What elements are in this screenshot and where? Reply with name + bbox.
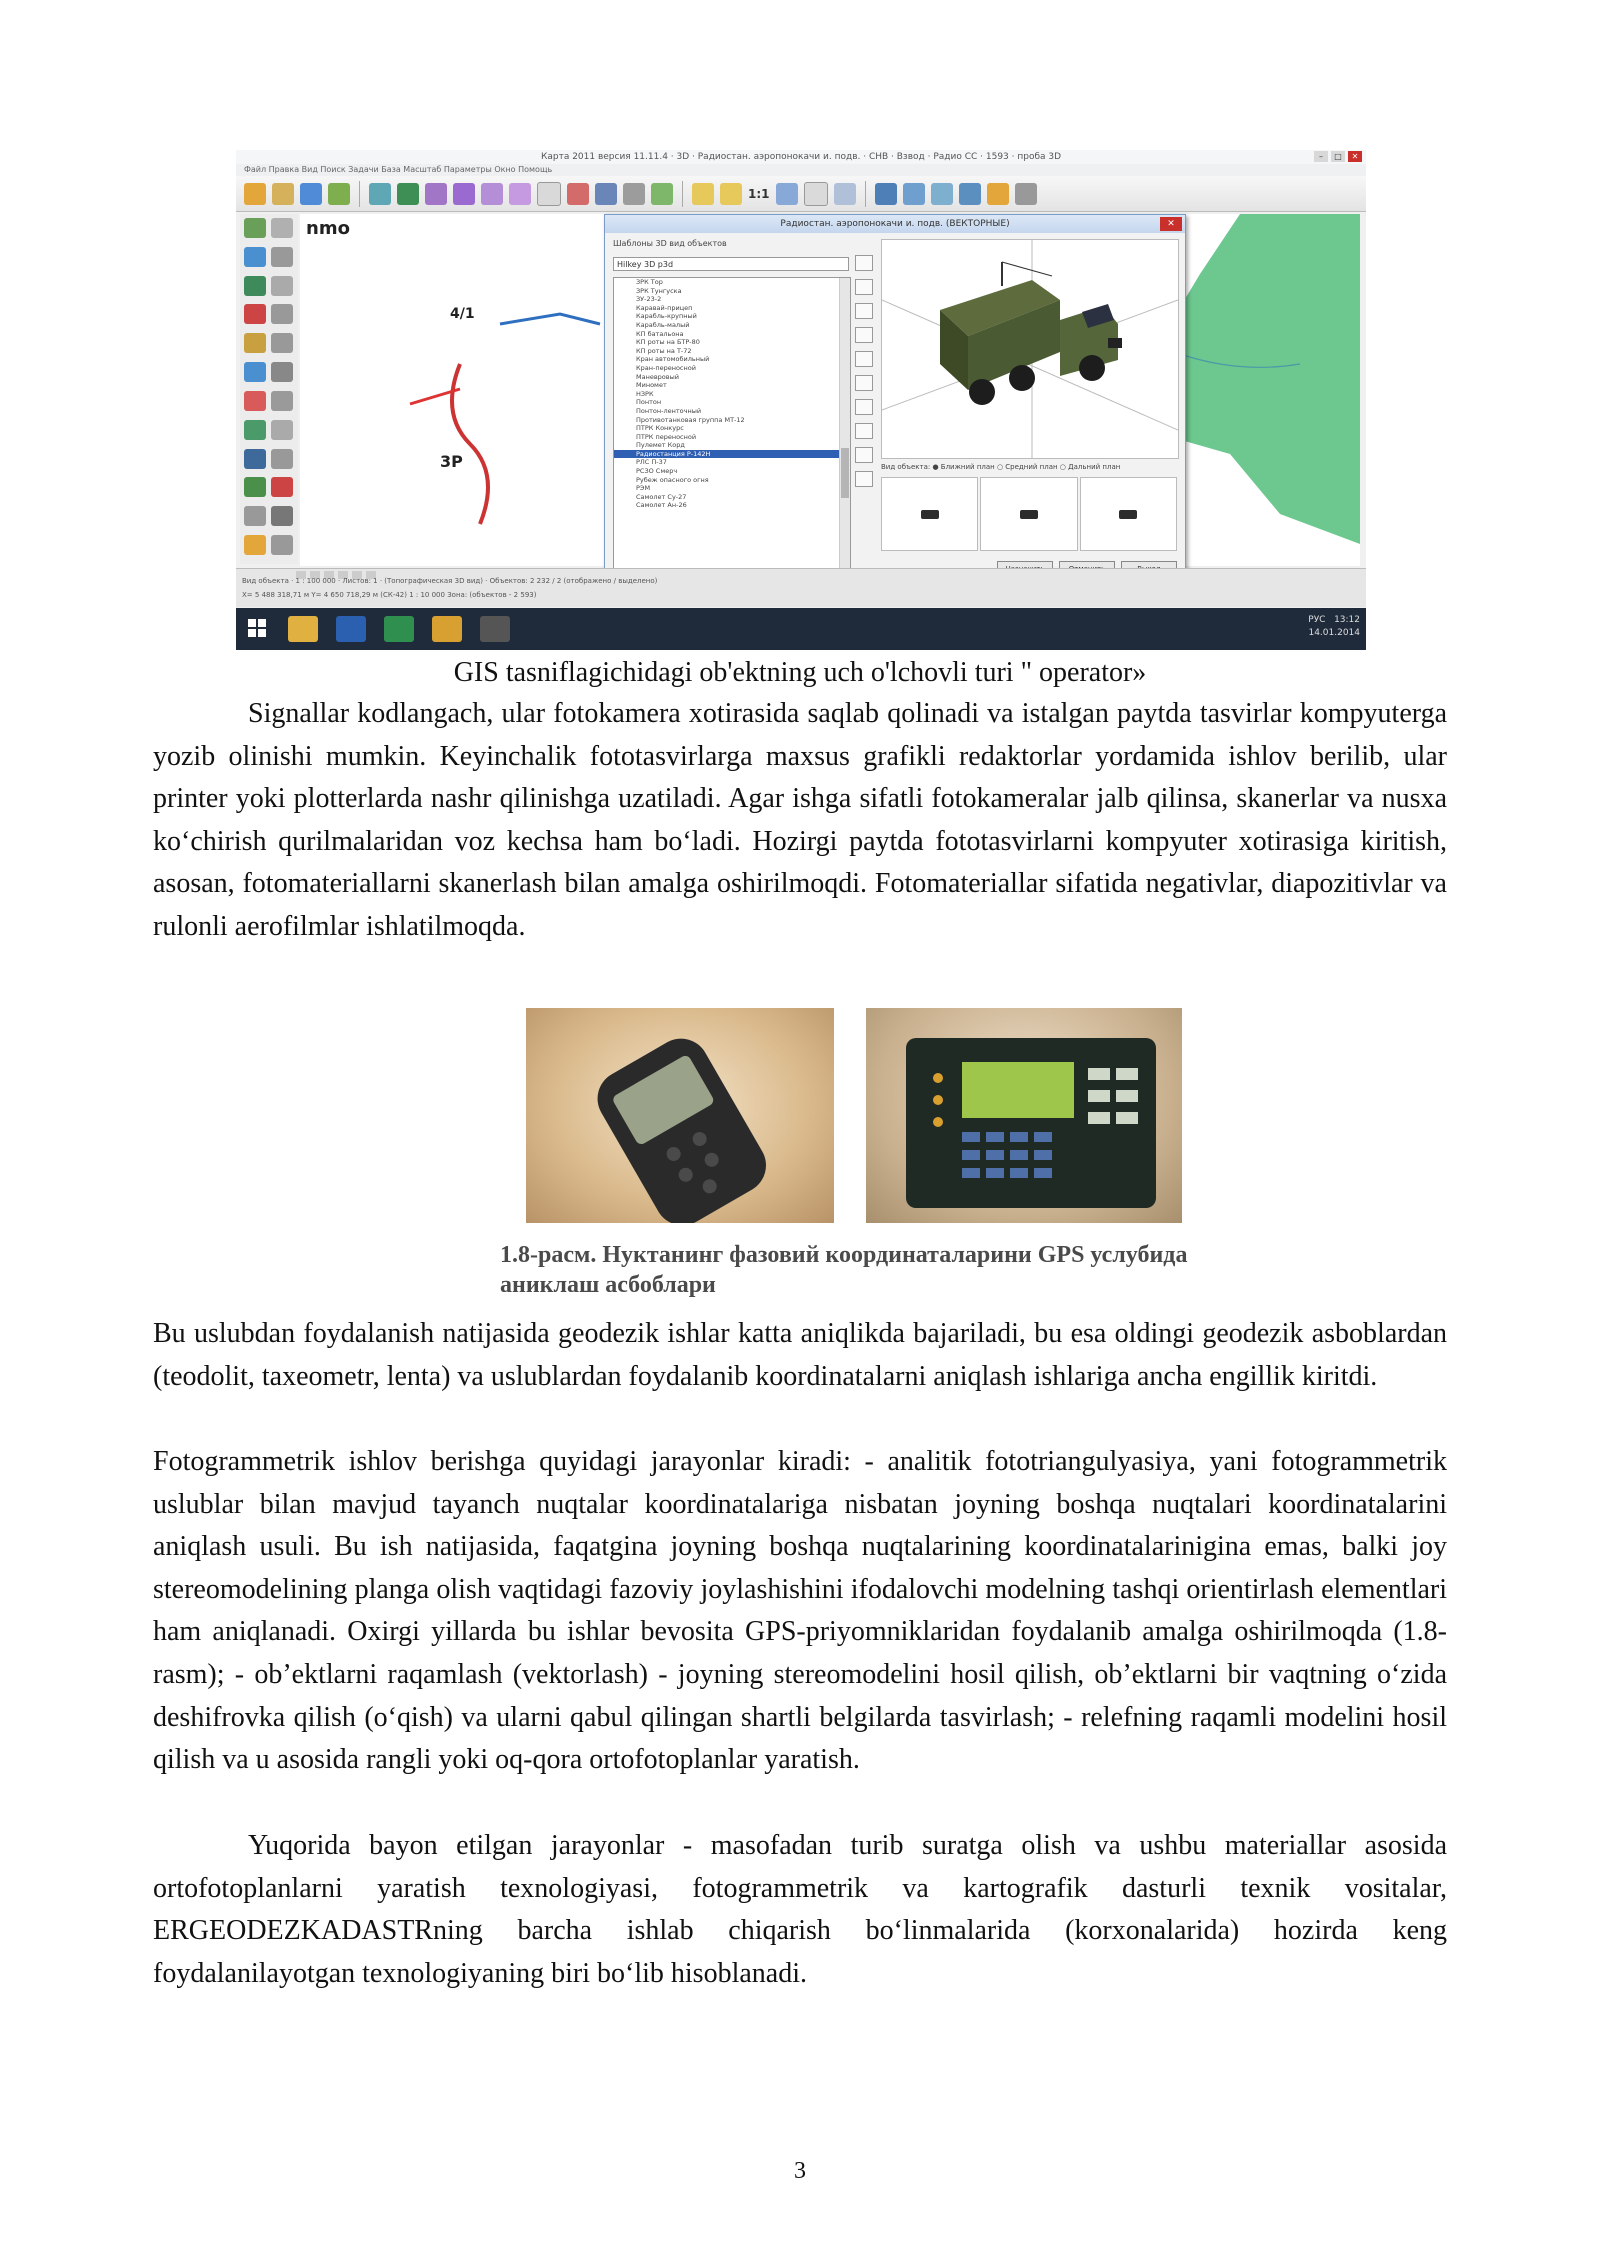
tool-layer-icon[interactable] bbox=[244, 449, 266, 469]
vehicle-thumb-icon bbox=[1020, 510, 1038, 519]
app-title-bar: Карта 2011 версия 11.11.4 · 3D · Радиостан. аэропонокачи и. подв. · СНВ · Взвод · Радио CC · 1593 · проба 3D bbox=[236, 150, 1366, 164]
folder-icon[interactable] bbox=[272, 183, 294, 205]
window-maximize-icon[interactable]: □ bbox=[1331, 151, 1345, 162]
windows-start-icon[interactable] bbox=[248, 619, 266, 637]
gps-handheld-icon bbox=[526, 1008, 834, 1223]
brush-icon[interactable] bbox=[453, 183, 475, 205]
import-icon[interactable] bbox=[931, 183, 953, 205]
tree-item[interactable]: Самолет Су-27 bbox=[636, 492, 687, 501]
export-icon[interactable] bbox=[903, 183, 925, 205]
gps-receiver-icon bbox=[866, 1008, 1182, 1223]
measure-icon[interactable] bbox=[623, 183, 645, 205]
tree-item[interactable]: Кран автомобильный bbox=[636, 355, 710, 364]
tree-item[interactable]: ПТРК переносной bbox=[636, 432, 697, 441]
toolbar-separator bbox=[865, 181, 866, 207]
lod-thumb-near[interactable] bbox=[881, 477, 978, 551]
preview-grid-icon[interactable] bbox=[855, 351, 873, 367]
tree-item[interactable]: Понтон bbox=[636, 398, 662, 407]
tool-flag-icon[interactable] bbox=[244, 304, 266, 324]
object-tree-list bbox=[614, 278, 850, 510]
table-icon[interactable] bbox=[369, 183, 391, 205]
tray-clock: 13:12 bbox=[1334, 615, 1360, 625]
model-preview[interactable] bbox=[881, 239, 1179, 459]
truck-3d-icon bbox=[882, 240, 1178, 458]
tool-stop-icon[interactable] bbox=[271, 477, 293, 497]
windows-taskbar bbox=[236, 608, 1366, 650]
gps-receiver-photo bbox=[866, 1008, 1182, 1223]
open-folder-icon[interactable] bbox=[244, 183, 266, 205]
tool-info-icon[interactable] bbox=[271, 535, 293, 555]
delete-icon[interactable] bbox=[567, 183, 589, 205]
paragraph-1: Signallar kodlangach, ular fotokamera xotirasida saqlab qolinadi va istalgan paytda tasvirlar kompyuterga yozib olinishi mumkin. Keyinchalik fototasvirlarga maxsus grafikli redaktorlar yordamida ishlov berilib, ular printer yoki plotterlarda nashr qilinishga uzatiladi. Agar ishga sifatli fotokameralar jalb qilinsa, skanerlar va nusxa ko‘chirish qurilmalaridan voz kechsa ham bo‘ladi. Hozirgi paytda fototasvirlarni kompyuter xotirasiga kiritish, asosan, fotomateriallarni skanerlash bilan amalga oshirilmoqdi. Fotomateriallar sifatida negativlar, diapozitivlar va rulonli aerofilmlar ishlatilmoqda. bbox=[153, 698, 1447, 942]
pen-icon[interactable] bbox=[425, 183, 447, 205]
tree-item[interactable]: РЭМ bbox=[636, 484, 651, 493]
tree-item[interactable]: КП батальона bbox=[636, 329, 684, 338]
tool-text-icon[interactable] bbox=[271, 276, 293, 296]
toolbar-separator bbox=[359, 181, 360, 207]
map-red-line bbox=[452, 364, 488, 524]
tree-item[interactable]: Карабль-малый bbox=[636, 320, 690, 329]
preview-save-icon[interactable] bbox=[855, 471, 873, 487]
select-icon[interactable] bbox=[481, 183, 503, 205]
zoom-in-icon[interactable] bbox=[692, 183, 714, 205]
tool-target-icon[interactable] bbox=[271, 506, 293, 526]
tree-item[interactable]: Маневровый bbox=[636, 372, 679, 381]
gis-screenshot bbox=[236, 150, 1366, 650]
tray-date: 14.01.2014 bbox=[1308, 628, 1360, 638]
tool-arrow-icon[interactable] bbox=[271, 247, 293, 267]
save-icon[interactable] bbox=[300, 183, 322, 205]
map-label-mid: 4/1 bbox=[450, 306, 475, 322]
lod-thumb-far[interactable] bbox=[1080, 477, 1177, 551]
tree-item[interactable]: Рубеж опасного огня bbox=[636, 475, 709, 484]
preview-pan-icon[interactable] bbox=[855, 303, 873, 319]
word-taskbar-icon[interactable] bbox=[336, 616, 366, 642]
tree-item[interactable]: КП роты на БТР-80 bbox=[636, 338, 700, 347]
app-menu-bar[interactable]: Файл Правка Вид Поиск Задачи База Масштаб Параметры Окно Помощь bbox=[236, 164, 1366, 176]
tree-item[interactable]: РЛС П-37 bbox=[636, 458, 667, 467]
view-radio-group[interactable]: Вид объекта: ● Ближний план ○ Средний план ○ Дальний план bbox=[881, 463, 1121, 471]
tree-item[interactable]: Карабль-крупный bbox=[636, 312, 697, 321]
edit-icon[interactable] bbox=[509, 183, 531, 205]
tree-item[interactable]: Противотанковая группа МТ-12 bbox=[636, 415, 745, 424]
print-icon[interactable] bbox=[875, 183, 897, 205]
toolbar-separator bbox=[682, 181, 683, 207]
tool-polygon-icon[interactable] bbox=[244, 276, 266, 296]
tree-item[interactable]: НЗРК bbox=[636, 389, 654, 398]
tree-item[interactable]: ЗРК Тунгуска bbox=[636, 286, 682, 295]
paragraph-3: Fotogrammetrik ishlov berishga quyidagi jarayonlar kiradi: - analitik fototriangulyasiya, yani fotogrammetrik uslublar bilan mavjud tayanch nuqtalar koordinatalariga nisbatan joyning boshqa nuqtalari koordinatalarini aniqlash usuli. Bu ish natijasida, faqatgina joyning boshqa nuqtalarining koordinatalarinigina emas, balki joy stereomodelining planga olish vaqtidagi fazoviy joylashishini ifodalovchi modelning tashqi orientirlash elementlari ham aniqlanadi. Oxirgi yillarda bu ishlar bevosita GPS-priyomniklaridan foydalanib amalga oshirilmoqda (1.8-rasm); - ob’ektlarni raqamlash (vektorlash) - joyning stereomodelini hosil qilish, ob’ektlarni bir vaqtning o‘zida deshifrovka qilish (o‘qish) va ularni qabul qilingan shartli belgilarda tasvirlash; - relefning raqamli modelini hosil qilish va u asosida rangli yoki oq-qora ortofotoplanlar yaratish. bbox=[153, 1446, 1447, 1776]
tool-copy-icon[interactable] bbox=[271, 420, 293, 440]
tool-zone-icon[interactable] bbox=[244, 477, 266, 497]
tool-scale-icon[interactable] bbox=[271, 449, 293, 469]
tree-item[interactable]: Пулемет Корд bbox=[636, 441, 685, 450]
zoom-extent-icon[interactable] bbox=[776, 183, 798, 205]
preview-zoom-icon[interactable] bbox=[855, 279, 873, 295]
tray-language[interactable]: РУС bbox=[1308, 615, 1326, 625]
tool-measure-icon[interactable] bbox=[271, 304, 293, 324]
map-blue-line bbox=[500, 314, 600, 324]
tree-item[interactable]: ЗРК Тор bbox=[636, 278, 663, 286]
tools-icon[interactable] bbox=[1015, 183, 1037, 205]
tree-item[interactable]: КП роты на Т-72 bbox=[636, 346, 692, 355]
system-tray[interactable] bbox=[1308, 614, 1360, 640]
tool-marker-icon[interactable] bbox=[244, 391, 266, 411]
dialog-title: Радиостан. аэропонокачи и. подв. (ВЕКТОРНЫЕ) bbox=[605, 215, 1185, 233]
tree-item[interactable]: Миномет bbox=[636, 381, 667, 390]
figure-caption-2: 1.8-расм. Нуктанинг фазовий координаталарини GPS услубида аниклаш асбоблари bbox=[500, 1242, 1188, 1298]
preview-color-icon[interactable] bbox=[855, 423, 873, 439]
tree-item[interactable]: Понтон-ленточный bbox=[636, 406, 702, 415]
paragraph-2: Bu uslubdan foydalanish natijasida geodezik ishlar katta aniqlikda bajariladi, bu esa oldingi geodezik asboblardan (teodolit, taxeometr, lenta) va uslublardan foydalanib koordinatalarni aniqlash ishlariga ancha engillik kiritdi. bbox=[153, 1318, 1447, 1392]
preview-view-icon[interactable] bbox=[855, 399, 873, 415]
tree-scrollbar[interactable] bbox=[839, 278, 850, 574]
tree-item[interactable]: Самолет Ан-26 bbox=[636, 501, 687, 510]
left-tool-palette bbox=[240, 214, 298, 564]
status-area bbox=[236, 568, 1366, 607]
scale-readout[interactable]: 1:1 bbox=[748, 186, 770, 201]
tool-move-icon[interactable] bbox=[271, 362, 293, 382]
tree-item[interactable]: Радиостанция Р-142Н bbox=[614, 450, 850, 459]
status-line-1: Вид объекта · 1 : 100 000 · Листов: 1 · (Топографическая 3D вид) · Объектов: 2 232 / 2 (отображено / выделено) bbox=[242, 577, 658, 585]
terrain-icon[interactable] bbox=[651, 183, 673, 205]
gis-app-taskbar-icon[interactable] bbox=[480, 616, 510, 642]
window-minimize-icon[interactable]: – bbox=[1314, 151, 1328, 162]
close-icon[interactable]: ✕ bbox=[1160, 217, 1182, 231]
tree-item[interactable]: РСЗО Смерч bbox=[636, 467, 678, 476]
map-label-top: nmo bbox=[306, 218, 350, 239]
tool-folder-icon[interactable] bbox=[244, 535, 266, 555]
excel-taskbar-icon[interactable] bbox=[384, 616, 414, 642]
tree-item[interactable]: ЗУ-23-2 bbox=[636, 295, 662, 304]
preview-reset-icon[interactable] bbox=[855, 375, 873, 391]
list-icon[interactable] bbox=[595, 183, 617, 205]
toolbox-icon[interactable] bbox=[987, 183, 1009, 205]
main-toolbar bbox=[236, 176, 1366, 212]
tool-route-icon[interactable] bbox=[244, 362, 266, 382]
status-line-2: X= 5 488 318,71 м Y= 4 650 718,29 м (СК-42) 1 : 10 000 Зона: (объектов - 2 593) bbox=[242, 591, 537, 599]
tree-item[interactable]: Каравай-прицеп bbox=[636, 303, 693, 312]
tree-scrollbar-thumb[interactable] bbox=[841, 448, 849, 498]
tool-cross-icon[interactable] bbox=[271, 333, 293, 353]
paragraph-4: Yuqorida bayon etilgan jarayonlar - masofadan turib suratga olish va ushbu materiallar asosida ortofotoplanlarni yaratish texnologiyasi, fotogrammetrik va kartografik dasturli texnik vositalar, ERGEODEZKADASTRning barcha ishlab chiqarish bo‘linmalarida (korxonalarida) hozirda keng foydalanilayotgan texnologiyaning biri bo‘lib hisoblanadi. bbox=[153, 1830, 1447, 1989]
window-close-icon[interactable]: ✕ bbox=[1348, 151, 1362, 162]
figure-caption-1: GIS tasniflagichidagi ob'ektning uch o'lchovli turi " operator» bbox=[453, 657, 1147, 688]
object-3d-dialog bbox=[604, 214, 1186, 584]
rectangle-icon[interactable] bbox=[537, 182, 561, 206]
tool-point-icon[interactable] bbox=[244, 247, 266, 267]
grid-icon[interactable] bbox=[397, 183, 419, 205]
preview-texture-icon[interactable] bbox=[855, 447, 873, 463]
lod-thumbnails bbox=[881, 477, 1177, 551]
chrome-taskbar-icon[interactable] bbox=[432, 616, 462, 642]
tree-item[interactable]: Кран-переносной bbox=[636, 363, 696, 372]
zoom-out-icon[interactable] bbox=[720, 183, 742, 205]
page-number: 3 bbox=[794, 2158, 806, 2184]
lod-thumb-mid[interactable] bbox=[980, 477, 1077, 551]
gps-handheld-photo bbox=[526, 1008, 834, 1223]
preview-rotate-icon[interactable] bbox=[855, 255, 873, 271]
preview-tool-column bbox=[855, 255, 875, 487]
tool-grid-icon[interactable] bbox=[244, 506, 266, 526]
tool-rotate-icon[interactable] bbox=[271, 391, 293, 411]
tool-symbol-icon[interactable] bbox=[244, 333, 266, 353]
tool-tree-icon[interactable] bbox=[244, 420, 266, 440]
settings-icon[interactable] bbox=[959, 183, 981, 205]
check-icon[interactable] bbox=[804, 182, 828, 206]
map-label-low: 3P bbox=[440, 452, 463, 471]
explorer-taskbar-icon[interactable] bbox=[288, 616, 318, 642]
window-controls bbox=[1314, 151, 1362, 163]
template-combo[interactable]: Hilkey 3D p3d bbox=[613, 257, 849, 271]
preview-light-icon[interactable] bbox=[855, 327, 873, 343]
vehicle-thumb-icon bbox=[921, 510, 939, 519]
tree-item[interactable]: ПТРК Конкурс bbox=[636, 424, 684, 433]
tool-line-icon[interactable] bbox=[244, 218, 266, 238]
layers-icon[interactable] bbox=[328, 183, 350, 205]
tool-curve-icon[interactable] bbox=[271, 218, 293, 238]
object-tree[interactable] bbox=[613, 277, 851, 575]
vehicle-thumb-icon bbox=[1119, 510, 1137, 519]
template-field-label: Шаблоны 3D вид объектов bbox=[613, 239, 727, 248]
window-icon[interactable] bbox=[834, 183, 856, 205]
